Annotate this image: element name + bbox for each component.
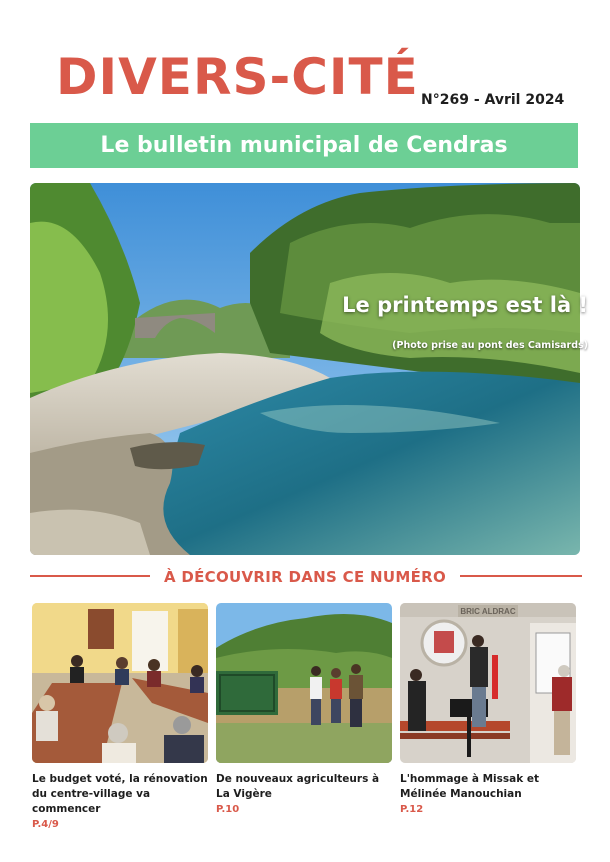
cover-photo-caption: (Photo prise au pont des Camisards) bbox=[392, 340, 588, 351]
article-thumbnail-tribute[interactable] bbox=[400, 603, 576, 763]
article-title: Le budget voté, la rénovation du centre-village va commencer bbox=[32, 773, 208, 815]
plaque-text: BRIC ALDRAC bbox=[460, 607, 516, 616]
article-title: L'hommage à Missak et Mélinée Manouchian bbox=[400, 773, 540, 800]
cover-photo bbox=[30, 183, 580, 555]
article-page-ref: P.4/9 bbox=[32, 819, 59, 830]
subtitle-band bbox=[30, 123, 578, 168]
river-landscape-image bbox=[30, 183, 580, 555]
farmers-field-image bbox=[216, 603, 392, 763]
article-page-ref: P.10 bbox=[216, 804, 240, 815]
article-title: De nouveaux agriculteurs à La Vigère bbox=[216, 773, 380, 800]
masthead-title: DIVERS-CITÉ bbox=[56, 48, 419, 106]
article-item-farmers[interactable] bbox=[216, 772, 394, 817]
subtitle-text: Le bulletin municipal de Cendras bbox=[100, 133, 508, 158]
cover-headline: Le printemps est là ! bbox=[342, 293, 588, 317]
section-title: À DÉCOUVRIR DANS CE NUMÉRO bbox=[163, 568, 447, 586]
tribute-ceremony-image bbox=[400, 603, 576, 763]
article-page-ref: P.12 bbox=[400, 804, 424, 815]
article-thumbnail-budget[interactable] bbox=[32, 603, 208, 763]
council-meeting-image bbox=[32, 603, 208, 763]
article-thumbnail-farmers[interactable] bbox=[216, 603, 392, 763]
issue-number: N°269 - Avril 2024 bbox=[421, 92, 565, 108]
article-item-tribute[interactable] bbox=[400, 772, 578, 817]
article-item-budget[interactable] bbox=[32, 772, 210, 832]
